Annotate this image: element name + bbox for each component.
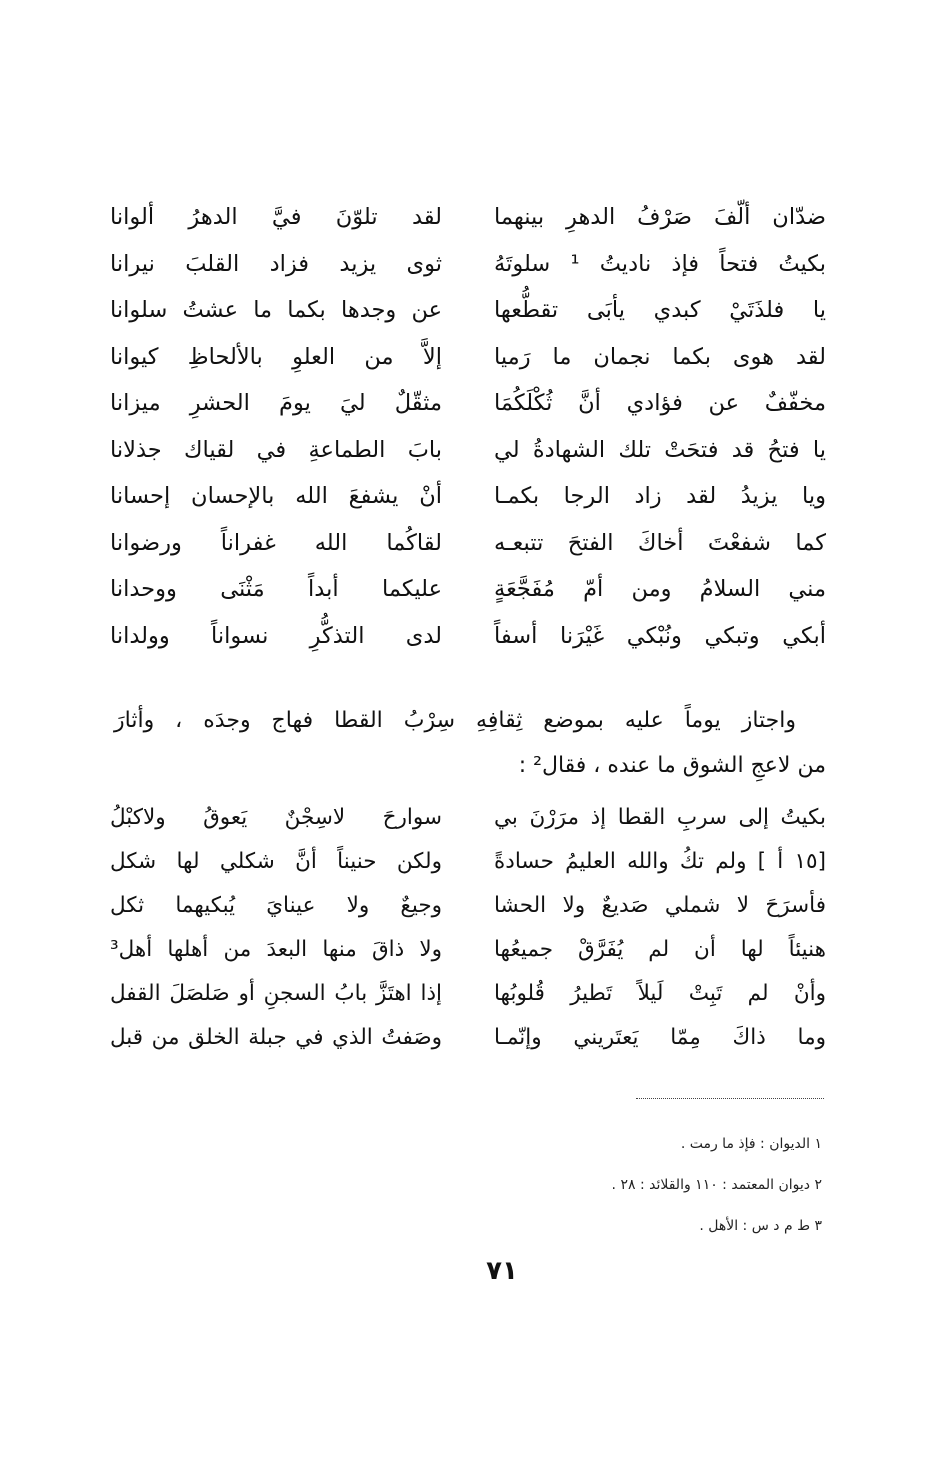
verse-first-hemistich: لقد هوى بكما نجمان ما رَميا xyxy=(494,343,826,370)
poem-second xyxy=(110,796,826,1060)
poem-first xyxy=(110,194,826,659)
verse-line xyxy=(110,928,826,972)
verse-second-hemistich: لقاكُما الله غفراناً ورضوانا xyxy=(110,529,442,556)
verse-second-hemistich: أنْ يشفعَ الله بالإحسان إحسانا xyxy=(110,483,442,509)
verse-second-hemistich: إلاَّ من العلوِ بالألحاظِ كيوانا xyxy=(110,343,442,370)
verse-second-hemistich: ولا ذاقَ منها البعدَ من أهلها أهل³ xyxy=(110,937,442,962)
prose-paragraph xyxy=(114,698,826,788)
verse-line xyxy=(110,427,826,474)
verse-second-hemistich: وجيعٌ ولا عينايَ يُبكيهما ثكل xyxy=(110,893,442,918)
verse-first-hemistich: أبكي وتبكي ونُبْكي غَيْرَنا أسفاً xyxy=(494,622,826,649)
verse-first-hemistich: مني السلامُ ومن أمّ مُفَجَّعَةٍ xyxy=(494,576,826,602)
verse-second-hemistich: سوارحَ لاسِجْنٌ يَعوقُ ولاكبْلُ xyxy=(110,805,442,830)
verse-line xyxy=(110,840,826,884)
verse-second-hemistich: إذا اهتَزَّ بابُ السجنِ أو صَلصَلَ القفل xyxy=(110,981,442,1006)
verse-line xyxy=(110,972,826,1016)
verse-first-hemistich: هنيئاً لها أن لم يُفَرَّقْ جميعُها xyxy=(494,937,826,962)
verse-second-hemistich: بابَ الطماعةِ في لقياك جذلانا xyxy=(110,436,442,463)
page-number: ٧١ xyxy=(486,1256,518,1286)
footnote: ٣ ط م د س : الأهل . xyxy=(699,1218,822,1234)
verse-first-hemistich: فأسرَحَ لا شملي صَديعٌ ولا الحشا xyxy=(494,893,826,918)
verse-first-hemistich: يا فتحُ قد فتحَتْ تلك الشهادةُ لي xyxy=(494,436,826,463)
prose-line: من لاعجِ الشوق ما عنده ، فقال² : xyxy=(518,753,826,778)
verse-line xyxy=(110,334,826,381)
verse-first-hemistich: كما شفعْتَ أخاكَ الفتحَ تتبعـه xyxy=(494,529,826,556)
verse-line xyxy=(110,194,826,241)
verse-second-hemistich: عليكما أبداً مَثْنَى ووحدانا xyxy=(110,576,442,602)
verse-first-hemistich: وما ذاكَ مِمّا يَعتَريني وإنّمـا xyxy=(494,1025,826,1050)
verse-line xyxy=(110,241,826,288)
verse-first-hemistich: [١٥ أ ] ولم تكُ والله العليمُ حسادةً xyxy=(494,849,826,874)
verse-second-hemistich: لقد تلوّنَ فيَّ الدهرُ ألوانا xyxy=(110,204,442,230)
verse-line xyxy=(110,613,826,660)
verse-first-hemistich: ضدّان ألّفَ صَرْفُ الدهرِ بينهما xyxy=(494,204,826,230)
verse-line xyxy=(110,884,826,928)
verse-first-hemistich: مخفّفٌ عن فؤادي أنَّ ثُكْلَكُمَا xyxy=(494,390,826,416)
verse-line xyxy=(110,520,826,567)
verse-second-hemistich: مثقّلٌ ليَ يومَ الحشرِ ميزانا xyxy=(110,390,442,416)
footnotes xyxy=(322,1124,822,1247)
verse-second-hemistich: وصَفتُ الذي في جبلة الخلق من قبل xyxy=(110,1025,442,1050)
verse-line xyxy=(110,473,826,520)
verse-first-hemistich: ويا يزيدُ لقد زاد الرجا بكمـا xyxy=(494,483,826,509)
verse-line xyxy=(110,380,826,427)
verse-line xyxy=(110,796,826,840)
verse-line xyxy=(110,287,826,334)
verse-first-hemistich: بكيتُ إلى سربِ القطا إذ مرَرْنَ بي xyxy=(494,805,826,830)
verse-second-hemistich: عن وجدها بكما ما عشتُ سلوانا xyxy=(110,297,442,323)
verse-first-hemistich: يا فلذَتَيْ كبدي يأبَى تقطُّعها xyxy=(494,297,826,323)
footnote-divider xyxy=(636,1098,824,1099)
footnote: ٢ ديوان المعتمد : ١١٠ والقلائد : ٢٨ . xyxy=(611,1177,822,1193)
verse-second-hemistich: لدى التذكُّرِ نسواناً وولدانا xyxy=(110,622,442,649)
verse-second-hemistich: ولكن حنيناً أنَّ شكلي لها شكل xyxy=(110,849,442,874)
verse-first-hemistich: وأنْ لم تَبِتْ لَيلاً تَطيرُ قُلوبُها xyxy=(494,981,826,1006)
verse-line xyxy=(110,566,826,613)
verse-line xyxy=(110,1016,826,1060)
verse-first-hemistich: بكيتُ فتحاً فإذ ناديتُ ¹ سلوتَهُ xyxy=(494,250,826,277)
footnote: ١ الديوان : فإذ ما رمت . xyxy=(680,1136,822,1152)
verse-second-hemistich: ثوى يزيد فزاد القلبَ نيرانا xyxy=(110,250,442,277)
prose-line: واجتاز يوماً عليه بموضع ثِقافِهِ سِرْبُ القطا فهاج وجدَه ، وأثارَ xyxy=(114,708,796,733)
